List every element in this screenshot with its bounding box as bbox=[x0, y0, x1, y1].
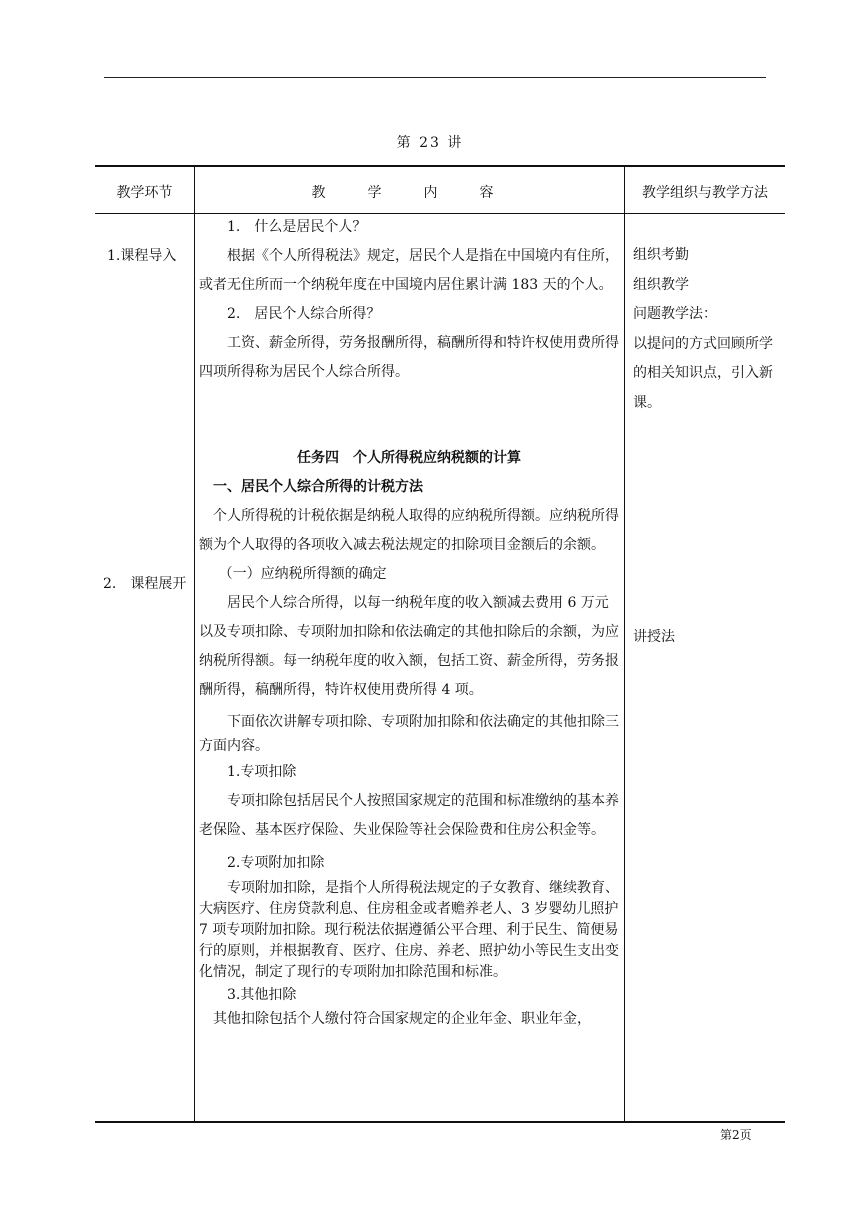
item1-text: 专项扣除包括居民个人按照国家规定的范围和标准缴纳的基本养老保险、基本医疗保险、失业保险等社会保险费和住房公积金等。 bbox=[199, 793, 619, 838]
intro-answer-2: 工资、薪金所得，劳务报酬所得，稿酬所得和特许权使用费所得四项所得称为居民个人综合所得。 bbox=[199, 335, 619, 380]
section-intro: 个人所得税的计税依据是纳税人取得的应纳税所得额。应纳税所得额为个人取得的各项收入减去税法规定的扣除项目金额后的余额。 bbox=[199, 508, 619, 553]
subsection-title: （一）应纳税所得额的确定 bbox=[218, 566, 387, 582]
header-rule bbox=[104, 77, 766, 78]
column-divider-1 bbox=[194, 165, 195, 1123]
page-number: 第2页 bbox=[720, 1128, 752, 1142]
expand-method: 讲授法 bbox=[633, 629, 675, 645]
item2-title: 2.专项附加扣除 bbox=[227, 855, 325, 871]
table-top-border bbox=[95, 165, 785, 167]
intro-question-1: 1. 什么是居民个人？ bbox=[227, 219, 367, 235]
content-column bbox=[199, 213, 619, 1031]
next-topics: 下面依次讲解专项扣除、专项附加扣除和依法确定的其他扣除三方面内容。 bbox=[199, 714, 619, 754]
table-bottom-border bbox=[95, 1121, 785, 1123]
subsection-text: 居民个人综合所得，以每一纳税年度的收入额减去费用 6 万元以及专项扣除、专项附加扣除和依法确定的其他扣除后的余额，为应纳税所得额。每一纳税年度的收入额，包括工资、薪金所得，劳务报酬所得，稿酬所得，特许权使用费所得 4 项。 bbox=[199, 595, 619, 698]
column-divider-2 bbox=[624, 165, 625, 1123]
intro-question-2: 2. 居民个人综合所得？ bbox=[227, 306, 381, 322]
header-teaching-content: 教 学 内 容 bbox=[311, 185, 508, 201]
header-teaching-methods: 教学组织与教学方法 bbox=[642, 185, 768, 201]
item3-text: 其他扣除包括个人缴付符合国家规定的企业年金、职业年金， bbox=[213, 1011, 591, 1027]
item2-text: 专项附加扣除，是指个人所得税法规定的子女教育、继续教育、大病医疗、住房贷款利息、住房租金或者赡养老人、3 岁婴幼儿照护 7 项专项附加扣除。现行税法依据遵循公平合理、利于民生、简便易行的原则，并根据教育、医疗、住房、养老、照护幼小等民生支出变化情况，制定了现行的专项附加扣除范围和标准。 bbox=[199, 880, 619, 980]
stage-label-expand: 2. 课程展开 bbox=[103, 576, 187, 592]
item3-title: 3.其他扣除 bbox=[227, 987, 297, 1003]
stage-label-intro: 1.课程导入 bbox=[107, 248, 177, 264]
intro-methods bbox=[633, 241, 783, 419]
lesson-table bbox=[95, 165, 785, 1123]
task-title: 任务四 个人所得税应纳税额的计算 bbox=[297, 450, 521, 466]
item1-title: 1.专项扣除 bbox=[227, 764, 297, 780]
lecture-title: 第 23 讲 bbox=[396, 135, 464, 151]
method-organize: 组织教学 bbox=[633, 276, 689, 293]
method-attendance: 组织考勤 bbox=[633, 247, 689, 263]
section-heading: 一、居民个人综合所得的计税方法 bbox=[213, 479, 423, 495]
header-teaching-stage: 教学环节 bbox=[116, 185, 173, 201]
intro-answer-1: 根据《个人所得税法》规定，居民个人是指在中国境内有住所，或者无住所而一个纳税年度在中国境内居住累计满 183 天的个人。 bbox=[199, 248, 619, 293]
method-description: 以提问的方式回顾所学的相关知识点，引入新课。 bbox=[633, 335, 773, 411]
method-problem: 问题教学法： bbox=[633, 306, 717, 323]
